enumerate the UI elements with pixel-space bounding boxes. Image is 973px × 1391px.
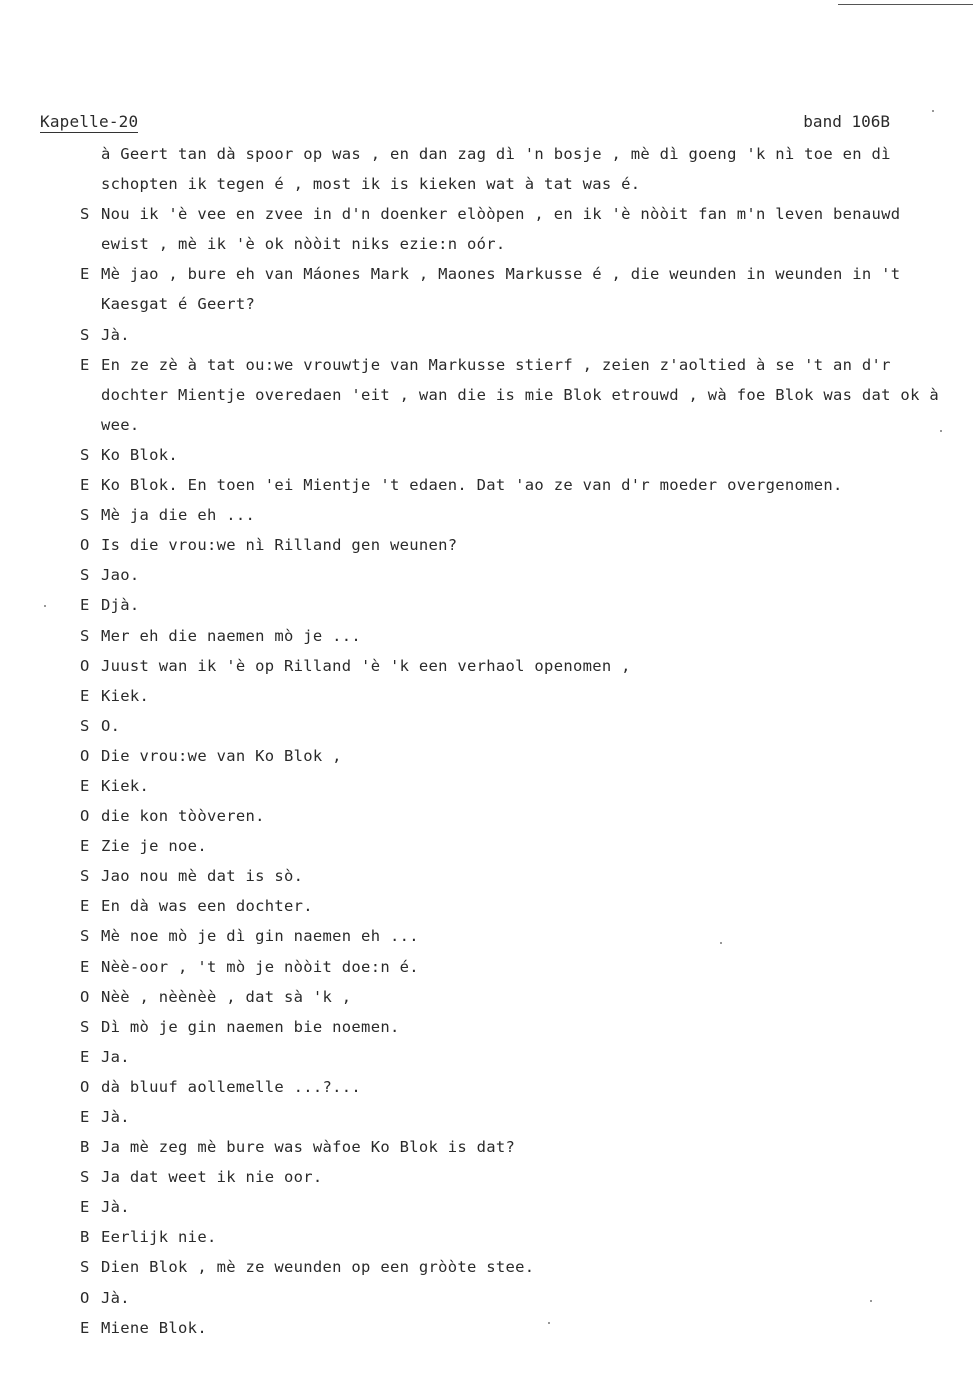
transcript-turn [76,982,942,1012]
band-label: band 106B [803,112,890,131]
turn-text: Ja. [101,1047,130,1066]
transcript-turn [76,831,942,861]
turn-text: Jà. [101,325,130,344]
transcript-turn [76,681,942,711]
transcript-turn [76,861,942,891]
turn-text: Ja mè zeg mè bure was wàfoe Ko Blok is dat? [101,1138,516,1157]
turn-text: Jà. [101,1108,130,1126]
speaker-label: E [80,776,90,795]
turn-text: Is die vrou:we nì Rilland gen weunen? [101,536,458,555]
speaker-label: O [80,987,90,1006]
speaker-label: S [80,205,90,224]
turn-text: Eerlijk nie. [101,1228,217,1247]
turn-text: Dien Blok , mè ze weunden op een gròòte stee. [101,1258,535,1277]
speaker-label: B [80,1228,90,1247]
transcript-turn [76,470,942,500]
speaker-label: E [80,1047,90,1066]
turn-text: Mè ja die eh ... [101,506,256,525]
transcript-turn [76,259,942,319]
turn-text: O. [101,716,121,735]
speaker-label: E [80,686,90,705]
speaker-label: S [80,325,90,344]
turn-text: Kiek. [101,686,150,705]
transcript-turn [76,1222,942,1252]
speaker-label: S [80,1258,90,1277]
transcript-turn [76,530,942,560]
transcript-turn [76,1162,942,1192]
speaker-label: E [80,476,90,495]
speaker-label: B [80,1138,90,1157]
scan-speck [548,1322,550,1324]
transcript-turn [76,1132,942,1162]
turn-text: Jà. [101,1288,130,1307]
speaker-label: S [80,626,90,645]
turn-text: Jao nou mè dat is sò. [101,867,304,886]
turn-text: Mè jao , bure eh van Máones Mark , Maones Markusse é , die weunden in weunden in 't Kaesgat é Geert? [101,265,901,314]
turn-text: Kiek. [101,776,150,795]
speaker-label: S [80,1017,90,1036]
speaker-label: O [80,1288,90,1307]
turn-text: Die vrou:we van Ko Blok , [101,746,342,765]
turn-text: Ko Blok. En toen 'ei Mientje 't edaen. Dat 'ao ze van d'r moeder overgenomen. [101,476,843,495]
transcript-turn [76,651,942,681]
transcript-turn [76,1102,942,1132]
turn-text: Mer eh die naemen mò je ... [101,626,362,645]
speaker-label: E [80,1108,90,1126]
turn-text: dà bluuf aollemelle ...?... [101,1077,362,1096]
speaker-label: O [80,746,90,765]
speaker-label: S [80,867,90,886]
turn-text: à Geert tan dà spoor op was , en dan zag dì 'n bosje , mè dì goeng 'k nì toe en dì schopten ik tegen é , most ik is kieken wat à tat was é. [101,145,891,194]
transcript-turn [76,1072,942,1102]
scan-speck [44,605,46,607]
turn-text: Juust wan ik 'è op Rilland 'è 'k een verhaol openomen , [101,656,631,675]
turn-text: Dì mò je gin naemen bie noemen. [101,1017,400,1036]
top-rule [838,4,973,5]
speaker-label: E [80,1318,90,1337]
speaker-label: S [80,927,90,946]
transcript-turn [76,590,942,620]
turn-text: Mè noe mò je dì gin naemen eh ... [101,927,419,946]
transcript-turn [76,1042,942,1072]
speaker-label: E [80,837,90,856]
scan-speck [932,110,934,112]
transcript-turn [76,711,942,741]
transcript-turn [76,440,942,470]
speaker-label: E [80,355,90,374]
transcript-turn [76,199,942,259]
turn-text: Miene Blok. [101,1318,207,1337]
transcript-turn [76,741,942,771]
scan-speck [720,942,722,944]
turn-text: Zie je noe. [101,837,207,856]
speaker-label: S [80,1168,90,1187]
transcript [76,139,942,1343]
speaker-label: E [80,957,90,976]
turn-text: Jà. [101,1198,130,1217]
scan-speck [940,430,942,432]
transcript-turn [76,1313,942,1343]
turn-text: Nèè-oor , 't mò je nòòit doe:n é. [101,957,419,976]
speaker-label: S [80,506,90,525]
transcript-turn [76,1192,942,1222]
scan-speck [870,1300,872,1302]
transcript-turn [76,771,942,801]
transcript-turn [76,891,942,921]
transcript-turn [76,350,942,440]
turn-text: die kon tòòveren. [101,807,265,826]
speaker-label: E [80,596,90,615]
page-header [40,110,890,134]
turn-text: Ja dat weet ik nie oor. [101,1168,323,1187]
transcript-turn [76,952,942,982]
transcript-turn [76,320,942,350]
speaker-label: E [80,1198,90,1217]
speaker-label: S [80,566,90,585]
turn-text: Djà. [101,596,140,615]
speaker-label: O [80,1077,90,1096]
transcript-turn [76,1012,942,1042]
speaker-label: E [80,265,90,284]
speaker-label: O [80,807,90,826]
transcript-turn [76,621,942,651]
document-id: Kapelle-20 [40,112,139,131]
turn-text: Ko Blok. [101,445,179,464]
transcript-turn [76,1283,942,1313]
speaker-label: O [80,536,90,555]
transcript-turn [76,560,942,590]
transcript-turn [76,500,942,530]
turn-text: Nou ik 'è vee en zvee in d'n doenker elòòpen , en ik 'è nòòit fan m'n leven benauwd ewist , mè ik 'è ok nòòit niks ezie:n oór. [101,205,901,254]
turn-text: En ze zè à tat ou:we vrouwtje van Markusse stierf , zeien z'aoltied à se 't an d'r dochter Mientje overedaen 'eit , wan die is mie Blok etrouwd , wà foe Blok was dat ok à wee. [101,355,939,434]
transcript-turn [76,1252,942,1282]
transcript-turn [76,139,942,199]
turn-text: Nèè , nèènèè , dat sà 'k , [101,987,352,1006]
speaker-label: O [80,656,90,675]
turn-text: Jao. [101,566,140,585]
speaker-label: E [80,897,90,916]
transcript-turn [76,801,942,831]
turn-text: En dà was een dochter. [101,897,313,916]
transcript-turn [76,921,942,951]
speaker-label: S [80,716,90,735]
speaker-label: S [80,445,90,464]
